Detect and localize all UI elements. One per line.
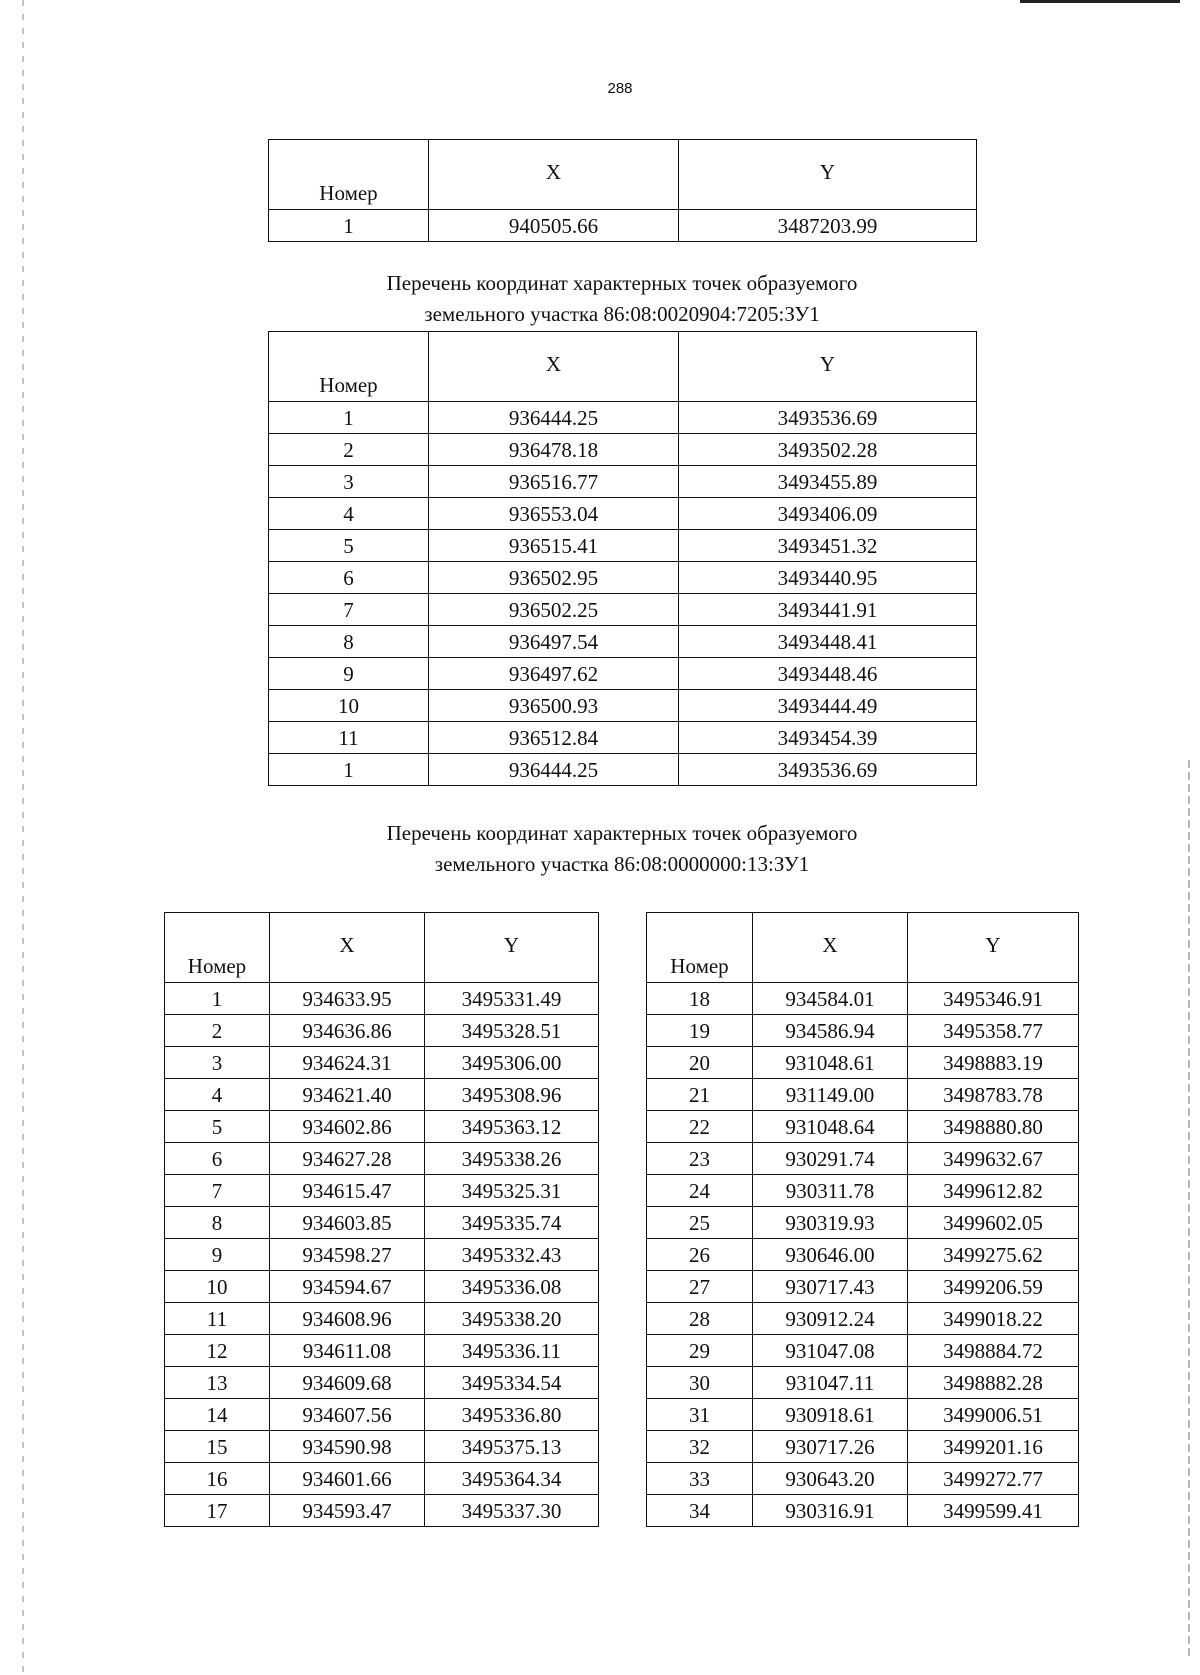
point-number-cell: 23 (647, 1143, 753, 1175)
y-coordinate-cell: 3493406.09 (679, 498, 977, 530)
y-coordinate-cell: 3495332.43 (425, 1239, 599, 1271)
x-coordinate-cell: 934633.95 (270, 983, 425, 1015)
point-number-cell: 14 (165, 1399, 270, 1431)
x-coordinate-cell: 936553.04 (429, 498, 679, 530)
y-coordinate-cell: 3495336.80 (425, 1399, 599, 1431)
table-row (165, 1303, 599, 1335)
y-coordinate-cell: 3498883.19 (908, 1047, 1079, 1079)
table-row (165, 1079, 599, 1111)
y-coordinate-cell: 3499602.05 (908, 1207, 1079, 1239)
point-number-cell: 10 (269, 690, 429, 722)
table-row (165, 1335, 599, 1367)
point-number-cell: 22 (647, 1111, 753, 1143)
y-coordinate-cell: 3499612.82 (908, 1175, 1079, 1207)
y-coordinate-cell: 3495331.49 (425, 983, 599, 1015)
point-number-cell: 8 (165, 1207, 270, 1239)
table-row (165, 983, 599, 1015)
table-row (165, 1111, 599, 1143)
y-coordinate-cell: 3498783.78 (908, 1079, 1079, 1111)
x-coordinate-cell: 930646.00 (753, 1239, 908, 1271)
y-coordinate-cell: 3493454.39 (679, 722, 977, 754)
table-row (165, 1367, 599, 1399)
x-coordinate-cell: 934624.31 (270, 1047, 425, 1079)
point-number-cell: 17 (165, 1495, 270, 1527)
table-row (647, 1367, 1079, 1399)
section-2-caption (222, 818, 1022, 880)
point-number-cell: 32 (647, 1431, 753, 1463)
point-number-cell: 4 (165, 1079, 270, 1111)
y-coordinate-cell: 3499006.51 (908, 1399, 1079, 1431)
section-1-caption-line2: земельного участка 86:08:0020904:7205:ЗУ1 (424, 302, 820, 326)
page-number: 288 (607, 80, 633, 97)
point-number-cell: 13 (165, 1367, 270, 1399)
y-coordinate-cell: 3499201.16 (908, 1431, 1079, 1463)
y-coordinate-cell: 3495375.13 (425, 1431, 599, 1463)
x-coordinate-cell: 930291.74 (753, 1143, 908, 1175)
point-number-cell: 5 (269, 530, 429, 562)
y-coordinate-cell: 3493536.69 (679, 402, 977, 434)
table-row (269, 754, 977, 786)
coords-table-section-2-left (164, 912, 599, 1527)
table-row (647, 1335, 1079, 1367)
header-num: Номер (647, 913, 753, 983)
x-coordinate-cell: 936502.95 (429, 562, 679, 594)
table-row (165, 1431, 599, 1463)
table-row (165, 1495, 599, 1527)
coords-table-section-2-right (646, 912, 1079, 1527)
header-x: X (753, 913, 908, 983)
table-row (269, 658, 977, 690)
table-row (647, 1207, 1079, 1239)
y-coordinate-cell: 3495336.08 (425, 1271, 599, 1303)
x-coordinate-cell: 934593.47 (270, 1495, 425, 1527)
table-row (269, 402, 977, 434)
point-number-cell: 6 (269, 562, 429, 594)
table-row (165, 1399, 599, 1431)
x-coordinate-cell: 934594.67 (270, 1271, 425, 1303)
table-header-row (165, 913, 599, 983)
point-number-cell: 33 (647, 1463, 753, 1495)
point-number-cell: 7 (165, 1175, 270, 1207)
x-coordinate-cell: 934621.40 (270, 1079, 425, 1111)
table-row (165, 1463, 599, 1495)
table-row (647, 983, 1079, 1015)
y-coordinate-cell: 3495338.26 (425, 1143, 599, 1175)
y-coordinate-cell: 3495308.96 (425, 1079, 599, 1111)
x-coordinate-cell: 934607.56 (270, 1399, 425, 1431)
point-number-cell: 3 (269, 466, 429, 498)
x-coordinate-cell: 930316.91 (753, 1495, 908, 1527)
point-number-cell: 16 (165, 1463, 270, 1495)
x-coordinate-cell: 934608.96 (270, 1303, 425, 1335)
table-row (647, 1015, 1079, 1047)
table-row (165, 1047, 599, 1079)
x-coordinate-cell: 930319.93 (753, 1207, 908, 1239)
x-coordinate-cell: 934603.85 (270, 1207, 425, 1239)
y-coordinate-cell: 3499275.62 (908, 1239, 1079, 1271)
x-coordinate-cell: 940505.66 (429, 210, 679, 242)
x-coordinate-cell: 936512.84 (429, 722, 679, 754)
table-row (165, 1271, 599, 1303)
scan-edge-right (1188, 760, 1190, 1660)
table-row (647, 1271, 1079, 1303)
scan-edge-left (22, 0, 24, 1675)
x-coordinate-cell: 934636.86 (270, 1015, 425, 1047)
point-number-cell: 26 (647, 1239, 753, 1271)
x-coordinate-cell: 934602.86 (270, 1111, 425, 1143)
point-number-cell: 2 (165, 1015, 270, 1047)
table-row (269, 562, 977, 594)
point-number-cell: 1 (269, 754, 429, 786)
point-number-cell: 34 (647, 1495, 753, 1527)
table-row (269, 626, 977, 658)
header-x: X (429, 332, 679, 402)
x-coordinate-cell: 934586.94 (753, 1015, 908, 1047)
table-row (269, 466, 977, 498)
table-row (165, 1207, 599, 1239)
y-coordinate-cell: 3495358.77 (908, 1015, 1079, 1047)
x-coordinate-cell: 936502.25 (429, 594, 679, 626)
y-coordinate-cell: 3493448.46 (679, 658, 977, 690)
y-coordinate-cell: 3495335.74 (425, 1207, 599, 1239)
x-coordinate-cell: 930912.24 (753, 1303, 908, 1335)
table-row (165, 1239, 599, 1271)
x-coordinate-cell: 934615.47 (270, 1175, 425, 1207)
table-row (647, 1143, 1079, 1175)
y-coordinate-cell: 3498880.80 (908, 1111, 1079, 1143)
point-number-cell: 4 (269, 498, 429, 530)
y-coordinate-cell: 3495306.00 (425, 1047, 599, 1079)
section-2-caption-line1: Перечень координат характерных точек образуемого (386, 821, 858, 845)
point-number-cell: 5 (165, 1111, 270, 1143)
point-number-cell: 1 (269, 402, 429, 434)
table-row (647, 1079, 1079, 1111)
x-coordinate-cell: 936497.54 (429, 626, 679, 658)
header-num: Номер (269, 332, 429, 402)
y-coordinate-cell: 3495363.12 (425, 1111, 599, 1143)
point-number-cell: 7 (269, 594, 429, 626)
table-row (647, 1111, 1079, 1143)
header-y: Y (425, 913, 599, 983)
point-number-cell: 12 (165, 1335, 270, 1367)
x-coordinate-cell: 936515.41 (429, 530, 679, 562)
y-coordinate-cell: 3495325.31 (425, 1175, 599, 1207)
header-y: Y (908, 913, 1079, 983)
x-coordinate-cell: 936478.18 (429, 434, 679, 466)
x-coordinate-cell: 931149.00 (753, 1079, 908, 1111)
table-row (647, 1047, 1079, 1079)
x-coordinate-cell: 930717.43 (753, 1271, 908, 1303)
y-coordinate-cell: 3499206.59 (908, 1271, 1079, 1303)
table-header-row (647, 913, 1079, 983)
x-coordinate-cell: 930717.26 (753, 1431, 908, 1463)
y-coordinate-cell: 3495346.91 (908, 983, 1079, 1015)
y-coordinate-cell: 3493455.89 (679, 466, 977, 498)
table-row (269, 594, 977, 626)
point-number-cell: 21 (647, 1079, 753, 1111)
section-2-caption-line2: земельного участка 86:08:0000000:13:ЗУ1 (434, 852, 810, 876)
point-number-cell: 15 (165, 1431, 270, 1463)
table-row (647, 1303, 1079, 1335)
point-number-cell: 3 (165, 1047, 270, 1079)
y-coordinate-cell: 3493441.91 (679, 594, 977, 626)
x-coordinate-cell: 936444.25 (429, 754, 679, 786)
x-coordinate-cell: 931047.08 (753, 1335, 908, 1367)
point-number-cell: 2 (269, 434, 429, 466)
table-header-row (269, 140, 977, 210)
point-number-cell: 11 (269, 722, 429, 754)
table-row (647, 1175, 1079, 1207)
top-rule (1020, 0, 1180, 3)
y-coordinate-cell: 3495338.20 (425, 1303, 599, 1335)
point-number-cell: 6 (165, 1143, 270, 1175)
point-number-cell: 30 (647, 1367, 753, 1399)
point-number-cell: 20 (647, 1047, 753, 1079)
header-y: Y (679, 140, 977, 210)
table-row (165, 1015, 599, 1047)
point-number-cell: 25 (647, 1207, 753, 1239)
table-row (165, 1143, 599, 1175)
point-number-cell: 19 (647, 1015, 753, 1047)
y-coordinate-cell: 3495364.34 (425, 1463, 599, 1495)
table-row (269, 690, 977, 722)
point-number-cell: 8 (269, 626, 429, 658)
point-number-cell: 1 (165, 983, 270, 1015)
x-coordinate-cell: 936497.62 (429, 658, 679, 690)
point-number-cell: 9 (269, 658, 429, 690)
y-coordinate-cell: 3499632.67 (908, 1143, 1079, 1175)
x-coordinate-cell: 930311.78 (753, 1175, 908, 1207)
y-coordinate-cell: 3495334.54 (425, 1367, 599, 1399)
header-num: Номер (165, 913, 270, 983)
x-coordinate-cell: 936444.25 (429, 402, 679, 434)
header-num: Номер (269, 140, 429, 210)
table-row (647, 1431, 1079, 1463)
x-coordinate-cell: 936500.93 (429, 690, 679, 722)
y-coordinate-cell: 3493444.49 (679, 690, 977, 722)
section-1-caption-line1: Перечень координат характерных точек образуемого (386, 271, 858, 295)
table-row (269, 434, 977, 466)
y-coordinate-cell: 3498884.72 (908, 1335, 1079, 1367)
table-row (269, 722, 977, 754)
x-coordinate-cell: 934601.66 (270, 1463, 425, 1495)
y-coordinate-cell: 3499018.22 (908, 1303, 1079, 1335)
header-y: Y (679, 332, 977, 402)
y-coordinate-cell: 3495328.51 (425, 1015, 599, 1047)
y-coordinate-cell: 3495337.30 (425, 1495, 599, 1527)
header-x: X (429, 140, 679, 210)
y-coordinate-cell: 3499599.41 (908, 1495, 1079, 1527)
point-number-cell: 24 (647, 1175, 753, 1207)
y-coordinate-cell: 3499272.77 (908, 1463, 1079, 1495)
x-coordinate-cell: 931048.64 (753, 1111, 908, 1143)
x-coordinate-cell: 930643.20 (753, 1463, 908, 1495)
x-coordinate-cell: 931048.61 (753, 1047, 908, 1079)
x-coordinate-cell: 934598.27 (270, 1239, 425, 1271)
point-number-cell: 27 (647, 1271, 753, 1303)
y-coordinate-cell: 3495336.11 (425, 1335, 599, 1367)
point-number-cell: 11 (165, 1303, 270, 1335)
y-coordinate-cell: 3498882.28 (908, 1367, 1079, 1399)
table-row (647, 1495, 1079, 1527)
y-coordinate-cell: 3493502.28 (679, 434, 977, 466)
table-row (269, 530, 977, 562)
y-coordinate-cell: 3487203.99 (679, 210, 977, 242)
table-row (647, 1463, 1079, 1495)
y-coordinate-cell: 3493440.95 (679, 562, 977, 594)
point-number-cell: 1 (269, 210, 429, 242)
x-coordinate-cell: 930918.61 (753, 1399, 908, 1431)
x-coordinate-cell: 934611.08 (270, 1335, 425, 1367)
y-coordinate-cell: 3493451.32 (679, 530, 977, 562)
point-number-cell: 18 (647, 983, 753, 1015)
table-row (269, 498, 977, 530)
x-coordinate-cell: 936516.77 (429, 466, 679, 498)
coords-table-section-1 (268, 331, 977, 786)
point-number-cell: 28 (647, 1303, 753, 1335)
x-coordinate-cell: 934627.28 (270, 1143, 425, 1175)
point-number-cell: 31 (647, 1399, 753, 1431)
y-coordinate-cell: 3493536.69 (679, 754, 977, 786)
x-coordinate-cell: 934609.68 (270, 1367, 425, 1399)
table-header-row (269, 332, 977, 402)
x-coordinate-cell: 934584.01 (753, 983, 908, 1015)
table-row (647, 1239, 1079, 1271)
table-row (165, 1175, 599, 1207)
point-number-cell: 9 (165, 1239, 270, 1271)
table-row (647, 1399, 1079, 1431)
table-row (269, 210, 977, 242)
point-number-cell: 10 (165, 1271, 270, 1303)
header-x: X (270, 913, 425, 983)
coords-table-top (268, 139, 977, 242)
section-1-caption (222, 268, 1022, 330)
x-coordinate-cell: 931047.11 (753, 1367, 908, 1399)
y-coordinate-cell: 3493448.41 (679, 626, 977, 658)
point-number-cell: 29 (647, 1335, 753, 1367)
x-coordinate-cell: 934590.98 (270, 1431, 425, 1463)
